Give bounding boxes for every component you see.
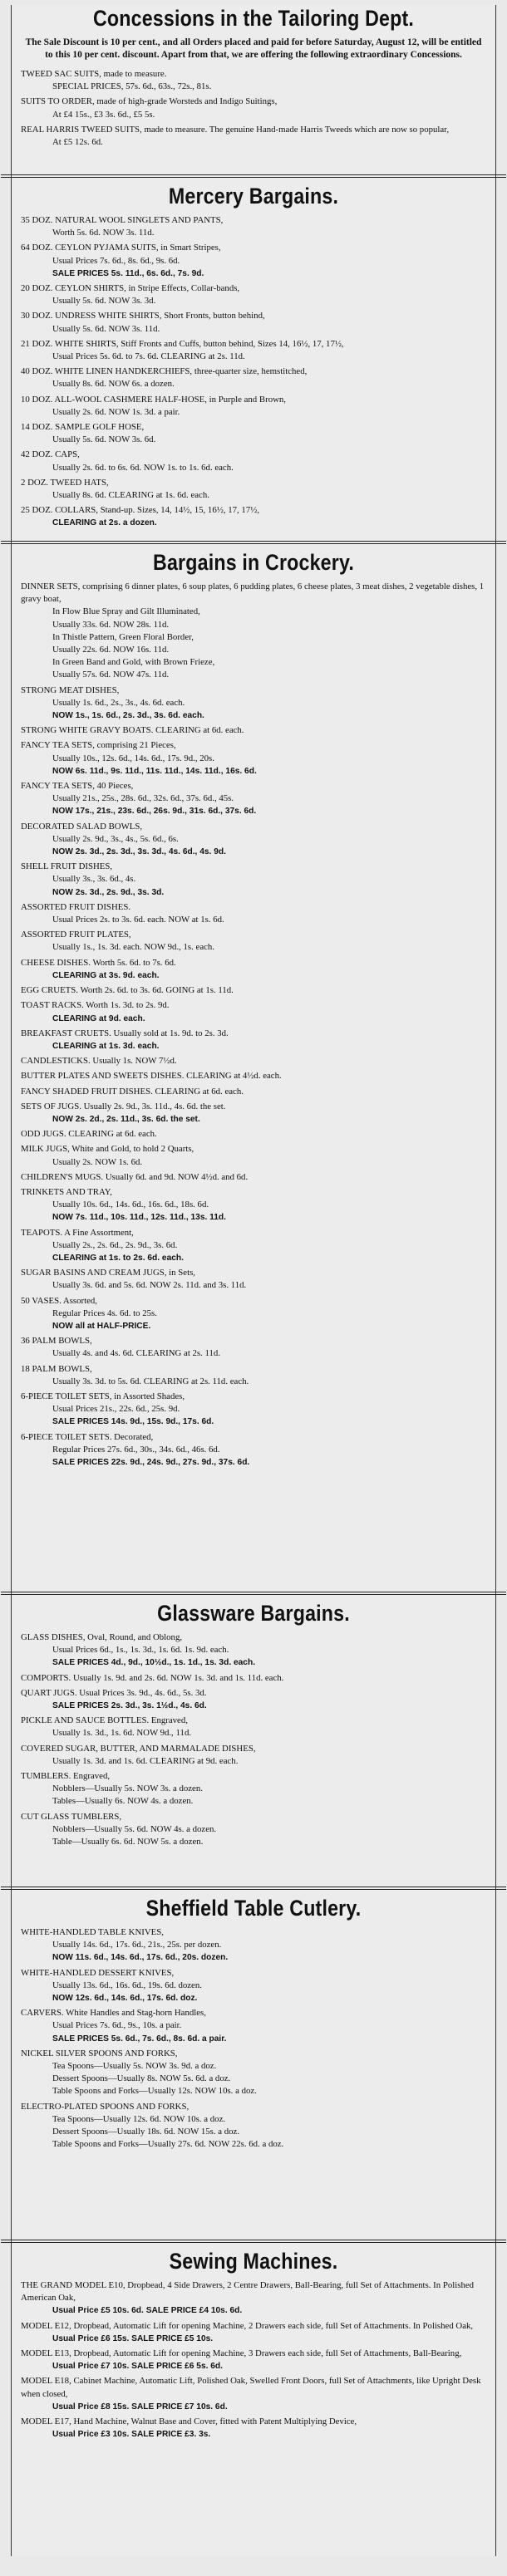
item-price-line: In Flow Blue Spray and Gilt Illuminated, xyxy=(52,606,200,617)
item-name: CANDLESTICKS. Usually 1s. NOW 7½d. xyxy=(21,1056,177,1067)
item-name: COMPORTS. Usually 1s. 9d. and 2s. 6d. NOW 1s. 3d. and 1s. 11d. each. xyxy=(21,1672,284,1683)
section-title: Mercery Bargains. xyxy=(168,184,339,209)
list-item xyxy=(21,282,486,307)
item-price-line: At £4 15s., £3 3s. 6d., £5 5s. xyxy=(52,109,155,120)
item-name: 21 DOZ. WHITE SHIRTS, Stiff Fronts and Cuffs, button behind, Sizes 14, 16½, 17, 17½, xyxy=(21,338,344,349)
item-name: MODEL E17, Hand Machine, Walnut Base and Cover, fitted with Patent Multiplying Device, xyxy=(21,2417,357,2427)
list-item xyxy=(21,2348,486,2372)
item-price-line: NOW 2s. 3d., 2s. 9d., 3s. 3d. xyxy=(52,887,165,897)
item-name: 20 DOZ. CEYLON SHIRTS, in Stripe Effects, Collar-bands, xyxy=(21,283,240,294)
list-item xyxy=(21,929,486,954)
item-price-line: Usual Price £8 15s. SALE PRICE £7 10s. 6d. xyxy=(52,2402,228,2412)
item-price-line: SALE PRICES 5s. 6d., 7s. 6d., 8s. 6d. a pair. xyxy=(52,2034,227,2044)
item-name: DECORATED SALAD BOWLS, xyxy=(21,821,143,832)
list-item xyxy=(21,780,486,818)
right-column-rule xyxy=(495,5,496,2556)
item-price-line: Usually 2s. 6d. NOW 1s. 3d. a pair. xyxy=(52,406,180,417)
item-price-line: Usual Prices 7s. 6d., 8s. 6d., 9s. 6d. xyxy=(52,255,180,266)
list-item xyxy=(21,338,486,363)
list-item xyxy=(21,724,486,737)
list-item xyxy=(21,901,486,926)
list-item xyxy=(21,1267,486,1292)
list-item xyxy=(21,1295,486,1333)
section-cutlery xyxy=(11,1895,496,2237)
item-price-line: Usual Prices 2s. to 3s. 6d. each. NOW at 1s. 6d. xyxy=(52,915,224,925)
item-price-line: CLEARING at 9d. each. xyxy=(52,1013,145,1023)
list-item xyxy=(21,504,486,529)
section-title: Glassware Bargains. xyxy=(157,1601,350,1626)
item-price-line: Usually 8s. 6d. NOW 6s. a dozen. xyxy=(52,379,175,390)
item-name: WHITE-HANDLED TABLE KNIVES, xyxy=(21,1927,164,1937)
item-name: 6-PIECE TOILET SETS. Decorated, xyxy=(21,1431,154,1442)
item-price-line: Usually 21s., 25s., 28s. 6d., 32s. 6d., 37s. 6d., 45s. xyxy=(52,793,234,804)
item-name: TEAPOTS. A Fine Assortment, xyxy=(21,1227,134,1238)
list-item xyxy=(21,68,486,93)
item-price-line: Usually 2s. 9d., 3s., 4s., 5s. 6d., 6s. xyxy=(52,833,179,844)
section-title: Bargains in Crockery. xyxy=(153,550,354,575)
item-price-line: NOW 6s. 11d., 9s. 11d., 11s. 11d., 14s. 11d., 16s. 6d. xyxy=(52,766,257,776)
item-price-line: Usually 1s. 6d., 2s., 3s., 4s. 6d. each. xyxy=(52,697,185,708)
item-price-line: SALE PRICES 14s. 9d., 15s. 9d., 17s. 6d. xyxy=(52,1417,214,1427)
list-item xyxy=(21,1143,486,1168)
list-item xyxy=(21,1363,486,1388)
list-item xyxy=(21,2007,486,2045)
item-price-line: Usual Price £5 10s. 6d. SALE PRICE £4 10s. 6d. xyxy=(52,2306,243,2316)
item-name: 10 DOZ. ALL-WOOL CASHMERE HALF-HOSE, in Purple and Brown, xyxy=(21,394,286,405)
list-item xyxy=(21,984,486,997)
item-name: CHILDREN'S MUGS. Usually 6d. and 9d. NOW 4½d. and 6d. xyxy=(21,1171,249,1182)
item-name: 42 DOZ. CAPS, xyxy=(21,449,80,460)
item-price-line: Regular Prices 27s. 6d., 30s., 34s. 6d., 46s. 6d. xyxy=(52,1444,220,1455)
item-price-line: Usually 10s. 6d., 14s. 6d., 16s. 6d., 18s. 6d. xyxy=(52,1200,209,1210)
list-item xyxy=(21,2320,486,2345)
item-name: CUT GLASS TUMBLERS, xyxy=(21,1811,122,1822)
item-name: SETS OF JUGS. Usually 2s. 9d., 3s. 11d., 4s. 6d. the set. xyxy=(21,1101,226,1111)
list-item xyxy=(21,1672,486,1685)
list-item xyxy=(21,1687,486,1712)
item-name: MODEL E13, Dropbead, Automatic Lift for opening Machine, 3 Drawers each side, full Set of Attachments, Ball-Bearing, xyxy=(21,2348,462,2359)
item-price-line: Usually 5s. 6d. NOW 3s. 11d. xyxy=(52,323,160,334)
item-price-line: Usually 13s. 6d., 16s. 6d., 19s. 6d. dozen. xyxy=(52,1980,202,1990)
item-name: 50 VASES. Assorted, xyxy=(21,1295,97,1306)
newspaper-page xyxy=(11,5,496,2556)
item-price-line: Usually 4s. and 4s. 6d. CLEARING at 2s. 11d. xyxy=(52,1348,221,1359)
list-item xyxy=(21,1070,486,1082)
item-price-line: Usual Prices 21s., 22s. 6d., 25s. 9d. xyxy=(52,1404,180,1415)
item-price-line: SPECIAL PRICES, 57s. 6d., 63s., 72s., 81s. xyxy=(52,81,212,92)
item-name: FANCY TEA SETS, 40 Pieces, xyxy=(21,781,134,792)
list-item xyxy=(21,1391,486,1429)
list-item xyxy=(21,2048,486,2098)
item-price-line: Usually 3s. 3d. to 5s. 6d. CLEARING at 2s. 11d. each. xyxy=(52,1376,249,1386)
list-item xyxy=(21,1811,486,1849)
section-divider xyxy=(1,1592,506,1595)
list-item xyxy=(21,1128,486,1141)
section-divider xyxy=(1,1887,506,1890)
list-item xyxy=(21,124,486,149)
item-price-line: NOW 2s. 3d., 2s. 3d., 3s. 3d., 4s. 6d., 4s. 9d. xyxy=(52,847,226,857)
item-name: 14 DOZ. SAMPLE GOLF HOSE, xyxy=(21,422,145,433)
section-divider xyxy=(1,541,506,544)
item-name: STRONG MEAT DISHES, xyxy=(21,684,120,695)
item-name: FANCY SHADED FRUIT DISHES. CLEARING at 6d. each. xyxy=(21,1086,244,1097)
left-column-rule xyxy=(11,5,12,2556)
item-name: ASSORTED FRUIT PLATES, xyxy=(21,930,131,940)
list-item xyxy=(21,1631,486,1670)
item-price-line: NOW 17s., 21s., 23s. 6d., 26s. 9d., 31s. 6d., 37s. 6d. xyxy=(52,807,257,817)
list-item xyxy=(21,1227,486,1265)
item-name: 36 PALM BOWLS, xyxy=(21,1336,92,1347)
list-item xyxy=(21,1335,486,1360)
item-name: 35 DOZ. NATURAL WOOL SINGLETS AND PANTS, xyxy=(21,215,224,225)
item-name: TRINKETS AND TRAY, xyxy=(21,1186,112,1197)
item-name: ELECTRO-PLATED SPOONS AND FORKS, xyxy=(21,2101,190,2112)
item-price-line: In Green Band and Gold, with Brown Frieze, xyxy=(52,657,215,668)
section-title: Sheffield Table Cutlery. xyxy=(145,1896,362,1921)
item-price-line: Usual Price £6 15s. SALE PRICE £5 10s. xyxy=(52,2333,214,2343)
item-name: SUITS TO ORDER, made of high-grade Worsteds and Indigo Suitings, xyxy=(21,96,278,107)
item-name: DINNER SETS, comprising 6 dinner plates, 6 soup plates, 6 pudding plates, 6 cheese plates, 3 meat dishes, 2 vegetable dishes, 1 gravy boat, xyxy=(21,581,485,605)
item-price-line: Usually 2s., 2s. 6d., 2s. 9d., 3s. 6d. xyxy=(52,1239,178,1250)
list-item xyxy=(21,1743,486,1768)
item-name: CARVERS. White Handles and Stag-horn Handles, xyxy=(21,2008,206,2019)
item-price-line: In Thistle Pattern, Green Floral Border, xyxy=(52,631,194,642)
list-item xyxy=(21,821,486,859)
list-item xyxy=(21,957,486,982)
list-item xyxy=(21,310,486,335)
item-price-line: Usually 3s., 3s. 6d., 4s. xyxy=(52,874,136,885)
section-tailoring xyxy=(11,5,496,172)
section-divider xyxy=(1,2240,506,2243)
item-price-line: Usually 5s. 6d. NOW 3s. 3d. xyxy=(52,296,156,307)
item-price-line: NOW 7s. 11d., 10s. 11d., 12s. 11d., 13s. 11d. xyxy=(52,1213,226,1223)
item-price-line: Usual Prices 7s. 6d., 9s., 10s. a pair. xyxy=(52,2020,182,2031)
item-price-line: Usually 14s. 6d., 17s. 6d., 21s., 25s. per dozen. xyxy=(52,1940,222,1950)
item-price-line: NOW 11s. 6d., 14s. 6d., 17s. 6d., 20s. dozen. xyxy=(52,1953,229,1963)
item-list xyxy=(21,1631,486,1848)
item-price-line: Usually 1s. 3d. and 1s. 6d. CLEARING at 9d. each. xyxy=(52,1755,239,1766)
item-price-line: Worth 5s. 6d. NOW 3s. 11d. xyxy=(52,228,155,238)
item-name: 40 DOZ. WHITE LINEN HANDKERCHIEFS, three-quarter size, hemstitched, xyxy=(21,366,308,377)
item-name: ODD JUGS. CLEARING at 6d. each. xyxy=(21,1129,157,1140)
item-name: 25 DOZ. COLLARS, Stand-up. Sizes, 14, 14½, 15, 16½, 17, 17½, xyxy=(21,505,260,516)
item-price-line: Usually 1s., 1s. 3d. each. NOW 9d., 1s. each. xyxy=(52,942,215,953)
item-price-line: Table Spoons and Forks—Usually 27s. 6d. NOW 22s. 6d. a doz. xyxy=(52,2139,284,2150)
item-name: QUART JUGS. Usual Prices 3s. 9d., 4s. 6d., 5s. 3d. xyxy=(21,1687,207,1698)
list-item xyxy=(21,2279,486,2318)
item-price-line: Usual Prices 6d., 1s., 1s. 3d., 1s. 6d. 1s. 9d. each. xyxy=(52,1645,229,1656)
item-price-line: Nobblers—Usually 5s. 6d. NOW 4s. a dozen. xyxy=(52,1823,217,1834)
list-item xyxy=(21,1431,486,1470)
item-list xyxy=(21,214,486,530)
item-name: 64 DOZ. CEYLON PYJAMA SUITS, in Smart Stripes, xyxy=(21,243,221,253)
item-price-line: NOW 2s. 2d., 2s. 11d., 3s. 6d. the set. xyxy=(52,1114,200,1124)
section-crockery xyxy=(11,549,496,1589)
item-price-line: CLEARING at 1s. 3d. each. xyxy=(52,1041,160,1051)
item-name: FANCY TEA SETS, comprising 21 Pieces, xyxy=(21,740,176,751)
item-name: EGG CRUETS. Worth 2s. 6d. to 3s. 6d. GOING at 1s. 11d. xyxy=(21,985,234,996)
list-item xyxy=(21,1926,486,1965)
list-item xyxy=(21,581,486,682)
list-item xyxy=(21,1171,486,1184)
list-item xyxy=(21,421,486,446)
item-price-line: Usually 5s. 6d. NOW 3s. 6d. xyxy=(52,434,156,445)
item-price-line: SALE PRICES 2s. 3d., 3s. 1½d., 4s. 6d. xyxy=(52,1701,207,1711)
item-price-line: Usually 1s. 3d., 1s. 6d. NOW 9d., 11d. xyxy=(52,1728,192,1739)
item-name: 6-PIECE TOILET SETS, in Assorted Shades, xyxy=(21,1391,185,1401)
item-name: MODEL E12, Dropbead, Automatic Lift for opening Machine, 2 Drawers each side, full Set of Attachments. In Polished Oak, xyxy=(21,2320,474,2331)
section-divider xyxy=(1,174,506,178)
item-price-line: Table Spoons and Forks—Usually 12s. NOW 10s. a doz. xyxy=(52,2086,257,2097)
item-price-line: Usually 33s. 6d. NOW 28s. 11d. xyxy=(52,619,170,630)
item-price-line: Dessert Spoons—Usually 18s. 6d. NOW 15s. a doz. xyxy=(52,2127,240,2137)
section-intro: The Sale Discount is 10 per cent., and all Orders placed and paid for before Saturday, August 12, will be entitled to this 10 per cent. discount. Apart from that, we are offering the following extraordinary Concessions. xyxy=(25,37,482,60)
list-item xyxy=(21,1186,486,1224)
list-item xyxy=(21,1055,486,1067)
item-name: WHITE-HANDLED DESSERT KNIVES, xyxy=(21,1967,175,1978)
item-price-line: Regular Prices 4s. 6d. to 25s. xyxy=(52,1308,157,1318)
item-price-line: Usually 57s. 6d. NOW 47s. 11d. xyxy=(52,670,170,680)
item-list xyxy=(21,581,486,1469)
item-price-line: Dessert Spoons—Usually 8s. NOW 5s. 6d. a doz. xyxy=(52,2073,231,2084)
item-price-line: Usual Price £7 10s. SALE PRICE £6 5s. 6d. xyxy=(52,2362,223,2372)
item-list xyxy=(21,2279,486,2441)
list-item xyxy=(21,999,486,1024)
item-price-line: At £5 12s. 6d. xyxy=(52,137,103,148)
section-sewing xyxy=(11,2248,496,2576)
item-name: NICKEL SILVER SPOONS AND FORKS, xyxy=(21,2048,178,2058)
item-name: ASSORTED FRUIT DISHES. xyxy=(21,901,131,912)
item-name: BUTTER PLATES AND SWEETS DISHES. CLEARING at 4½d. each. xyxy=(21,1071,282,1082)
item-list xyxy=(21,68,486,149)
item-price-line: Usually 22s. 6d. NOW 16s. 11d. xyxy=(52,645,170,655)
list-item xyxy=(21,2101,486,2152)
item-name: REAL HARRIS TWEED SUITS, made to measure. The genuine Hand-made Harris Tweeds which are now so popular, xyxy=(21,124,450,135)
item-price-line: NOW 12s. 6d., 14s. 6d., 17s. 6d. doz. xyxy=(52,1994,198,2004)
item-price-line: Tea Spoons—Usually 12s. 6d. NOW 10s. a doz. xyxy=(52,2113,226,2124)
list-item xyxy=(21,684,486,723)
list-item xyxy=(21,366,486,390)
list-item xyxy=(21,1770,486,1808)
list-item xyxy=(21,861,486,899)
item-name: TWEED SAC SUITS, made to measure. xyxy=(21,69,167,79)
item-price-line: Usually 3s. 6d. and 5s. 6d. NOW 2s. 11d. and 3s. 11d. xyxy=(52,1280,247,1291)
section-title: Sewing Machines. xyxy=(169,2249,338,2274)
item-price-line: CLEARING at 2s. a dozen. xyxy=(52,518,157,528)
item-name: COVERED SUGAR, BUTTER, AND MARMALADE DISHES, xyxy=(21,1743,256,1754)
item-price-line: Usual Prices 5s. 6d. to 7s. 6d. CLEARING at 2s. 11d. xyxy=(52,351,245,362)
list-item xyxy=(21,394,486,419)
list-item xyxy=(21,477,486,502)
section-mercery xyxy=(11,183,496,538)
item-price-line: CLEARING at 3s. 9d. each. xyxy=(52,970,160,980)
list-item xyxy=(21,1086,486,1098)
item-name: THE GRAND MODEL E10, Dropbead, 4 Side Drawers, 2 Centre Drawers, Ball-Bearing, full Set of Attachments. In Polished American Oak, xyxy=(21,2280,475,2304)
list-item xyxy=(21,96,486,120)
list-item xyxy=(21,1715,486,1739)
item-price-line: Table—Usually 6s. 6d. NOW 5s. a dozen. xyxy=(52,1837,204,1847)
list-item xyxy=(21,242,486,280)
item-price-line: NOW 1s., 1s. 6d., 2s. 3d., 3s. 6d. each. xyxy=(52,711,204,721)
item-price-line: Tables—Usually 6s. NOW 4s. a dozen. xyxy=(52,1796,194,1807)
list-item xyxy=(21,1967,486,2005)
list-item xyxy=(21,1101,486,1126)
item-price-line: SALE PRICES 22s. 9d., 24s. 9d., 27s. 9d., 37s. 6d. xyxy=(52,1458,250,1467)
item-name: STRONG WHITE GRAVY BOATS. CLEARING at 6d. each. xyxy=(21,725,244,736)
section-glassware xyxy=(11,1600,496,1884)
item-name: TUMBLERS. Engraved, xyxy=(21,1771,111,1782)
list-item xyxy=(21,1028,486,1052)
item-price-line: SALE PRICES 4d., 9d., 10½d., 1s. 1d., 1s. 3d. each. xyxy=(52,1658,256,1668)
item-name: SHELL FRUIT DISHES, xyxy=(21,861,113,872)
item-name: TOAST RACKS. Worth 1s. 3d. to 2s. 9d. xyxy=(21,1000,170,1011)
list-item xyxy=(21,214,486,239)
item-name: SUGAR BASINS AND CREAM JUGS, in Sets, xyxy=(21,1268,195,1278)
list-item xyxy=(21,2375,486,2413)
item-price-line: Usually 8s. 6d. CLEARING at 1s. 6d. each. xyxy=(52,490,209,501)
item-price-line: Usually 2s. 6d. to 6s. 6d. NOW 1s. to 1s. 6d. each. xyxy=(52,462,234,473)
item-name: PICKLE AND SAUCE BOTTLES. Engraved, xyxy=(21,1715,188,1726)
item-price-line: Usually 10s., 12s. 6d., 14s. 6d., 17s. 9d., 20s. xyxy=(52,753,214,763)
item-price-line: NOW all at HALF-PRICE. xyxy=(52,1321,151,1331)
item-name: 18 PALM BOWLS, xyxy=(21,1363,92,1374)
item-price-line: Usual Price £3 10s. SALE PRICE £3. 3s. xyxy=(52,2430,211,2440)
item-list xyxy=(21,1926,486,2151)
item-name: BREAKFAST CRUETS. Usually sold at 1s. 9d. to 2s. 3d. xyxy=(21,1028,229,1038)
item-price-line: Tea Spoons—Usually 5s. NOW 3s. 9d. a doz. xyxy=(52,2061,217,2072)
item-price-line: CLEARING at 1s. to 2s. 6d. each. xyxy=(52,1253,184,1263)
item-name: CHEESE DISHES. Worth 5s. 6d. to 7s. 6d. xyxy=(21,957,176,968)
list-item xyxy=(21,2416,486,2441)
list-item xyxy=(21,449,486,473)
list-item xyxy=(21,739,486,778)
section-title: Concessions in the Tailoring Dept. xyxy=(92,6,415,31)
item-price-line: SALE PRICES 5s. 11d., 6s. 6d., 7s. 9d. xyxy=(52,268,204,278)
item-name: MODEL E18, Cabinet Machine, Automatic Lift, Polished Oak, Swelled Front Doors, full Set of Attachments, like Upright Desk when closed, xyxy=(21,2376,481,2399)
item-price-line: Nobblers—Usually 5s. NOW 3s. a dozen. xyxy=(52,1784,203,1794)
item-name: GLASS DISHES, Oval, Round, and Oblong, xyxy=(21,1632,183,1642)
item-name: 2 DOZ. TWEED HATS, xyxy=(21,477,109,488)
item-name: MILK JUGS, White and Gold, to hold 2 Quarts, xyxy=(21,1144,194,1155)
item-name: 30 DOZ. UNDRESS WHITE SHIRTS, Short Fronts, button behind, xyxy=(21,311,265,321)
item-price-line: Usually 2s. NOW 1s. 6d. xyxy=(52,1156,143,1167)
